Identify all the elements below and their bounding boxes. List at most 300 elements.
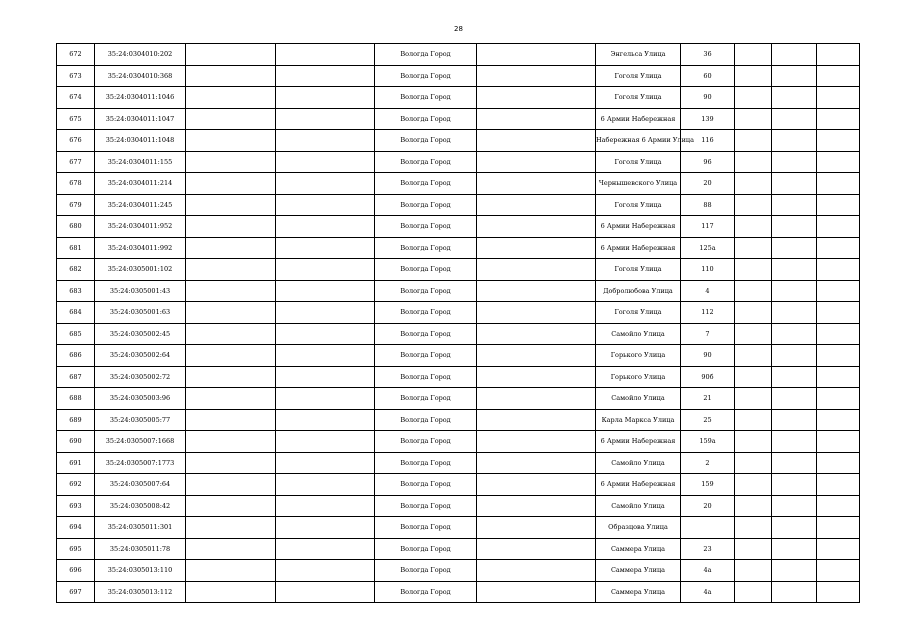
empty-cell <box>477 581 596 603</box>
table-row <box>57 151 860 173</box>
house-number-cell: 4а <box>681 560 735 582</box>
empty-cell <box>735 345 772 367</box>
row-number-cell: 687 <box>57 366 95 388</box>
empty-cell <box>276 280 375 302</box>
empty-cell <box>772 216 817 238</box>
street-cell: Самойло Улица <box>596 323 681 345</box>
empty-cell <box>817 517 860 539</box>
row-number-cell: 686 <box>57 345 95 367</box>
city-cell: Вологда Город <box>375 108 477 130</box>
row-number-cell: 680 <box>57 216 95 238</box>
empty-cell <box>186 237 276 259</box>
street-cell: 6 Армии Набережная <box>596 237 681 259</box>
house-number-cell: 21 <box>681 388 735 410</box>
house-number-cell: 96 <box>681 151 735 173</box>
empty-cell <box>817 216 860 238</box>
table-row <box>57 259 860 281</box>
city-cell: Вологда Город <box>375 474 477 496</box>
cadastral-number-cell: 35:24:0305011:78 <box>95 538 186 560</box>
cadastral-number-cell: 35:24:0305007:1668 <box>95 431 186 453</box>
empty-cell <box>735 388 772 410</box>
table-row <box>57 388 860 410</box>
street-cell: Чернышевского Улица <box>596 173 681 195</box>
cadastral-number-cell: 35:24:0305001:102 <box>95 259 186 281</box>
city-cell: Вологда Город <box>375 538 477 560</box>
empty-cell <box>772 474 817 496</box>
table-row <box>57 194 860 216</box>
empty-cell <box>276 216 375 238</box>
city-cell: Вологда Город <box>375 323 477 345</box>
empty-cell <box>276 173 375 195</box>
table-row <box>57 560 860 582</box>
city-cell: Вологда Город <box>375 44 477 66</box>
empty-cell <box>186 452 276 474</box>
property-registry-table <box>56 43 860 603</box>
city-cell: Вологда Город <box>375 65 477 87</box>
empty-cell <box>772 237 817 259</box>
street-cell: Энгельса Улица <box>596 44 681 66</box>
empty-cell <box>772 108 817 130</box>
empty-cell <box>772 409 817 431</box>
empty-cell <box>817 581 860 603</box>
house-number-cell: 117 <box>681 216 735 238</box>
house-number-cell <box>681 517 735 539</box>
city-cell: Вологда Город <box>375 173 477 195</box>
empty-cell <box>735 452 772 474</box>
empty-cell <box>817 495 860 517</box>
empty-cell <box>735 323 772 345</box>
empty-cell <box>817 366 860 388</box>
street-cell: Горького Улица <box>596 366 681 388</box>
street-cell: Набережная 6 Армии Улица <box>596 130 681 152</box>
street-cell: Самойло Улица <box>596 495 681 517</box>
empty-cell <box>772 323 817 345</box>
empty-cell <box>186 216 276 238</box>
house-number-cell: 20 <box>681 173 735 195</box>
empty-cell <box>477 130 596 152</box>
empty-cell <box>276 538 375 560</box>
empty-cell <box>817 409 860 431</box>
house-number-cell: 159 <box>681 474 735 496</box>
empty-cell <box>817 280 860 302</box>
cadastral-number-cell: 35:24:0304011:1048 <box>95 130 186 152</box>
cadastral-number-cell: 35:24:0304011:952 <box>95 216 186 238</box>
row-number-cell: 692 <box>57 474 95 496</box>
empty-cell <box>477 280 596 302</box>
empty-cell <box>477 431 596 453</box>
empty-cell <box>276 560 375 582</box>
table-row <box>57 130 860 152</box>
city-cell: Вологда Город <box>375 216 477 238</box>
empty-cell <box>186 108 276 130</box>
empty-cell <box>477 194 596 216</box>
empty-cell <box>186 388 276 410</box>
cadastral-number-cell: 35:24:0304010:202 <box>95 44 186 66</box>
empty-cell <box>477 495 596 517</box>
row-number-cell: 693 <box>57 495 95 517</box>
empty-cell <box>276 108 375 130</box>
empty-cell <box>817 44 860 66</box>
empty-cell <box>186 173 276 195</box>
empty-cell <box>735 409 772 431</box>
table-row <box>57 44 860 66</box>
empty-cell <box>817 474 860 496</box>
empty-cell <box>735 517 772 539</box>
row-number-cell: 682 <box>57 259 95 281</box>
empty-cell <box>477 409 596 431</box>
row-number-cell: 673 <box>57 65 95 87</box>
table-row <box>57 474 860 496</box>
cadastral-number-cell: 35:24:0305002:45 <box>95 323 186 345</box>
empty-cell <box>735 581 772 603</box>
house-number-cell: 90б <box>681 366 735 388</box>
house-number-cell: 112 <box>681 302 735 324</box>
cadastral-number-cell: 35:24:0305005:77 <box>95 409 186 431</box>
house-number-cell: 4а <box>681 581 735 603</box>
street-cell: Гоголя Улица <box>596 65 681 87</box>
city-cell: Вологда Город <box>375 409 477 431</box>
empty-cell <box>772 431 817 453</box>
city-cell: Вологда Город <box>375 452 477 474</box>
city-cell: Вологда Город <box>375 87 477 109</box>
empty-cell <box>186 44 276 66</box>
row-number-cell: 696 <box>57 560 95 582</box>
empty-cell <box>477 173 596 195</box>
empty-cell <box>477 259 596 281</box>
street-cell: 6 Армии Набережная <box>596 216 681 238</box>
street-cell: 6 Армии Набережная <box>596 431 681 453</box>
empty-cell <box>276 44 375 66</box>
empty-cell <box>817 538 860 560</box>
empty-cell <box>477 560 596 582</box>
empty-cell <box>735 366 772 388</box>
house-number-cell: 139 <box>681 108 735 130</box>
empty-cell <box>276 259 375 281</box>
street-cell: Карла Маркса Улица <box>596 409 681 431</box>
empty-cell <box>186 431 276 453</box>
street-cell: Горького Улица <box>596 345 681 367</box>
empty-cell <box>817 452 860 474</box>
house-number-cell: 7 <box>681 323 735 345</box>
empty-cell <box>186 65 276 87</box>
street-cell: Саммера Улица <box>596 538 681 560</box>
empty-cell <box>735 538 772 560</box>
empty-cell <box>735 44 772 66</box>
house-number-cell: 20 <box>681 495 735 517</box>
empty-cell <box>772 280 817 302</box>
table-row <box>57 237 860 259</box>
row-number-cell: 684 <box>57 302 95 324</box>
table-row <box>57 173 860 195</box>
city-cell: Вологда Город <box>375 581 477 603</box>
table-row <box>57 345 860 367</box>
row-number-cell: 676 <box>57 130 95 152</box>
empty-cell <box>817 323 860 345</box>
house-number-cell: 25 <box>681 409 735 431</box>
cadastral-number-cell: 35:24:0305008:42 <box>95 495 186 517</box>
empty-cell <box>735 216 772 238</box>
empty-cell <box>186 345 276 367</box>
street-cell: Гоголя Улица <box>596 87 681 109</box>
empty-cell <box>276 323 375 345</box>
city-cell: Вологда Город <box>375 280 477 302</box>
house-number-cell: 90 <box>681 345 735 367</box>
empty-cell <box>186 87 276 109</box>
street-cell: Саммера Улица <box>596 560 681 582</box>
street-cell: Самойло Улица <box>596 452 681 474</box>
empty-cell <box>186 194 276 216</box>
empty-cell <box>186 302 276 324</box>
street-cell: 6 Армии Набережная <box>596 474 681 496</box>
empty-cell <box>276 345 375 367</box>
empty-cell <box>276 87 375 109</box>
empty-cell <box>817 431 860 453</box>
row-number-cell: 678 <box>57 173 95 195</box>
cadastral-number-cell: 35:24:0304011:245 <box>95 194 186 216</box>
empty-cell <box>772 452 817 474</box>
cadastral-number-cell: 35:24:0305011:301 <box>95 517 186 539</box>
city-cell: Вологда Город <box>375 302 477 324</box>
table-row <box>57 302 860 324</box>
street-cell: Добролюбова Улица <box>596 280 681 302</box>
empty-cell <box>735 259 772 281</box>
empty-cell <box>772 366 817 388</box>
table-row <box>57 216 860 238</box>
empty-cell <box>772 173 817 195</box>
empty-cell <box>772 65 817 87</box>
city-cell: Вологда Город <box>375 259 477 281</box>
table-row <box>57 323 860 345</box>
cadastral-number-cell: 35:24:0304011:1046 <box>95 87 186 109</box>
empty-cell <box>477 151 596 173</box>
city-cell: Вологда Город <box>375 495 477 517</box>
cadastral-number-cell: 35:24:0305002:64 <box>95 345 186 367</box>
empty-cell <box>735 194 772 216</box>
cadastral-number-cell: 35:24:0304011:155 <box>95 151 186 173</box>
table-row <box>57 366 860 388</box>
empty-cell <box>276 302 375 324</box>
row-number-cell: 679 <box>57 194 95 216</box>
empty-cell <box>186 280 276 302</box>
table-row <box>57 108 860 130</box>
empty-cell <box>817 388 860 410</box>
empty-cell <box>772 302 817 324</box>
empty-cell <box>186 130 276 152</box>
empty-cell <box>772 345 817 367</box>
table-row <box>57 65 860 87</box>
row-number-cell: 697 <box>57 581 95 603</box>
row-number-cell: 690 <box>57 431 95 453</box>
empty-cell <box>735 87 772 109</box>
empty-cell <box>772 259 817 281</box>
empty-cell <box>186 495 276 517</box>
empty-cell <box>735 130 772 152</box>
house-number-cell: 2 <box>681 452 735 474</box>
table-body <box>57 44 860 603</box>
row-number-cell: 689 <box>57 409 95 431</box>
empty-cell <box>772 130 817 152</box>
empty-cell <box>817 108 860 130</box>
empty-cell <box>817 259 860 281</box>
empty-cell <box>735 280 772 302</box>
empty-cell <box>186 538 276 560</box>
empty-cell <box>772 560 817 582</box>
empty-cell <box>735 151 772 173</box>
empty-cell <box>186 409 276 431</box>
empty-cell <box>276 151 375 173</box>
empty-cell <box>817 87 860 109</box>
empty-cell <box>772 44 817 66</box>
empty-cell <box>772 538 817 560</box>
table-row <box>57 87 860 109</box>
empty-cell <box>817 302 860 324</box>
empty-cell <box>477 474 596 496</box>
table-row <box>57 495 860 517</box>
cadastral-number-cell: 35:24:0304011:1047 <box>95 108 186 130</box>
empty-cell <box>477 452 596 474</box>
table-row <box>57 431 860 453</box>
house-number-cell: 88 <box>681 194 735 216</box>
empty-cell <box>276 65 375 87</box>
empty-cell <box>477 388 596 410</box>
empty-cell <box>477 517 596 539</box>
page-number: 28 <box>454 25 463 33</box>
cadastral-number-cell: 35:24:0305001:43 <box>95 280 186 302</box>
empty-cell <box>477 366 596 388</box>
empty-cell <box>276 237 375 259</box>
house-number-cell: 60 <box>681 65 735 87</box>
cadastral-number-cell: 35:24:0305003:96 <box>95 388 186 410</box>
street-cell: Самойло Улица <box>596 388 681 410</box>
row-number-cell: 681 <box>57 237 95 259</box>
empty-cell <box>186 323 276 345</box>
row-number-cell: 677 <box>57 151 95 173</box>
empty-cell <box>735 474 772 496</box>
cadastral-number-cell: 35:24:0305007:64 <box>95 474 186 496</box>
empty-cell <box>276 431 375 453</box>
empty-cell <box>772 517 817 539</box>
empty-cell <box>772 388 817 410</box>
cadastral-number-cell: 35:24:0305013:110 <box>95 560 186 582</box>
table-row <box>57 452 860 474</box>
street-cell: Саммера Улица <box>596 581 681 603</box>
empty-cell <box>772 495 817 517</box>
street-cell: Образцова Улица <box>596 517 681 539</box>
empty-cell <box>477 345 596 367</box>
city-cell: Вологда Город <box>375 388 477 410</box>
house-number-cell: 36 <box>681 44 735 66</box>
empty-cell <box>276 452 375 474</box>
row-number-cell: 688 <box>57 388 95 410</box>
cadastral-number-cell: 35:24:0304011:992 <box>95 237 186 259</box>
empty-cell <box>735 302 772 324</box>
empty-cell <box>276 366 375 388</box>
empty-cell <box>276 388 375 410</box>
street-cell: Гоголя Улица <box>596 302 681 324</box>
empty-cell <box>276 130 375 152</box>
empty-cell <box>276 495 375 517</box>
row-number-cell: 674 <box>57 87 95 109</box>
empty-cell <box>276 474 375 496</box>
empty-cell <box>735 108 772 130</box>
empty-cell <box>186 259 276 281</box>
empty-cell <box>735 560 772 582</box>
city-cell: Вологда Город <box>375 517 477 539</box>
cadastral-number-cell: 35:24:0305013:112 <box>95 581 186 603</box>
row-number-cell: 683 <box>57 280 95 302</box>
empty-cell <box>276 409 375 431</box>
empty-cell <box>772 194 817 216</box>
cadastral-number-cell: 35:24:0304011:214 <box>95 173 186 195</box>
empty-cell <box>817 173 860 195</box>
empty-cell <box>477 108 596 130</box>
empty-cell <box>477 538 596 560</box>
empty-cell <box>735 431 772 453</box>
empty-cell <box>817 65 860 87</box>
city-cell: Вологда Город <box>375 560 477 582</box>
city-cell: Вологда Город <box>375 194 477 216</box>
empty-cell <box>735 173 772 195</box>
empty-cell <box>477 216 596 238</box>
city-cell: Вологда Город <box>375 431 477 453</box>
empty-cell <box>186 517 276 539</box>
house-number-cell: 90 <box>681 87 735 109</box>
cadastral-number-cell: 35:24:0305001:63 <box>95 302 186 324</box>
table-row <box>57 280 860 302</box>
house-number-cell: 4 <box>681 280 735 302</box>
row-number-cell: 694 <box>57 517 95 539</box>
empty-cell <box>477 302 596 324</box>
empty-cell <box>186 560 276 582</box>
empty-cell <box>276 517 375 539</box>
house-number-cell: 116 <box>681 130 735 152</box>
street-cell: 6 Армии Набережная <box>596 108 681 130</box>
empty-cell <box>477 65 596 87</box>
cadastral-number-cell: 35:24:0305007:1773 <box>95 452 186 474</box>
house-number-cell: 125а <box>681 237 735 259</box>
row-number-cell: 672 <box>57 44 95 66</box>
empty-cell <box>186 366 276 388</box>
empty-cell <box>477 87 596 109</box>
empty-cell <box>186 474 276 496</box>
house-number-cell: 23 <box>681 538 735 560</box>
empty-cell <box>772 87 817 109</box>
empty-cell <box>772 151 817 173</box>
empty-cell <box>817 151 860 173</box>
empty-cell <box>817 237 860 259</box>
row-number-cell: 685 <box>57 323 95 345</box>
empty-cell <box>735 495 772 517</box>
empty-cell <box>186 581 276 603</box>
house-number-cell: 110 <box>681 259 735 281</box>
city-cell: Вологда Город <box>375 237 477 259</box>
city-cell: Вологда Город <box>375 366 477 388</box>
row-number-cell: 675 <box>57 108 95 130</box>
empty-cell <box>477 323 596 345</box>
house-number-cell: 159а <box>681 431 735 453</box>
empty-cell <box>186 151 276 173</box>
empty-cell <box>817 130 860 152</box>
empty-cell <box>735 65 772 87</box>
city-cell: Вологда Город <box>375 130 477 152</box>
row-number-cell: 695 <box>57 538 95 560</box>
cadastral-number-cell: 35:24:0304010:368 <box>95 65 186 87</box>
empty-cell <box>772 581 817 603</box>
empty-cell <box>276 581 375 603</box>
table-row <box>57 538 860 560</box>
empty-cell <box>276 194 375 216</box>
street-cell: Гоголя Улица <box>596 151 681 173</box>
